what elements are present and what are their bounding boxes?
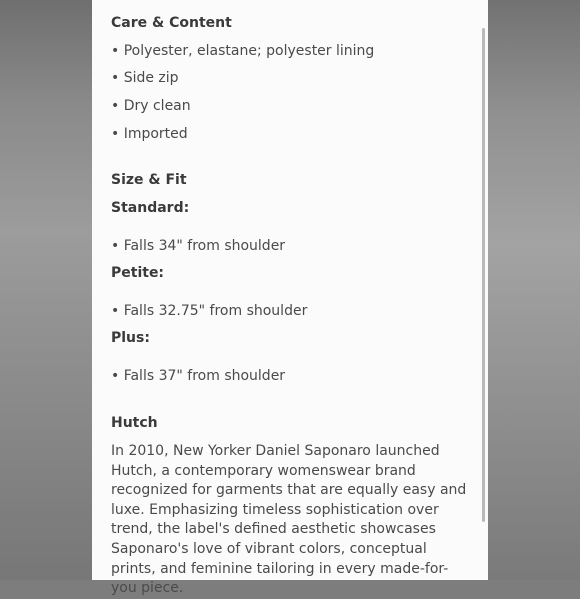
size-fit-heading: Size & Fit <box>111 172 187 188</box>
care-item-material: • Polyester, elastane; polyester lining <box>111 43 375 59</box>
plus-label: Plus: <box>111 330 150 346</box>
background-right <box>488 0 580 580</box>
standard-label: Standard: <box>111 200 190 216</box>
standard-length: • Falls 34" from shoulder <box>111 238 286 254</box>
petite-label: Petite: <box>111 265 165 281</box>
brand-heading: Hutch <box>111 415 158 431</box>
care-item-origin: • Imported <box>111 126 188 142</box>
petite-length: • Falls 32.75" from shoulder <box>111 303 308 319</box>
scrollbar-thumb[interactable] <box>482 28 485 522</box>
brand-description: In 2010, New Yorker Daniel Saponaro launched Hutch, a contemporary womenswear brand recognized for garments that are equally easy and luxe. Emphasizing timeless sophistication over trend, the label's defined aesthetic showcases Saponaro's love of vibrant colors, conceptual prints, and feminine tailoring in every made-for-you piece. <box>111 443 467 597</box>
care-item-cleaning: • Dry clean <box>111 98 191 114</box>
plus-length: • Falls 37" from shoulder <box>111 368 286 384</box>
care-content-heading: Care & Content <box>111 15 232 31</box>
care-item-zip: • Side zip <box>111 70 179 86</box>
product-details-panel <box>92 0 488 597</box>
background-left <box>0 0 92 580</box>
